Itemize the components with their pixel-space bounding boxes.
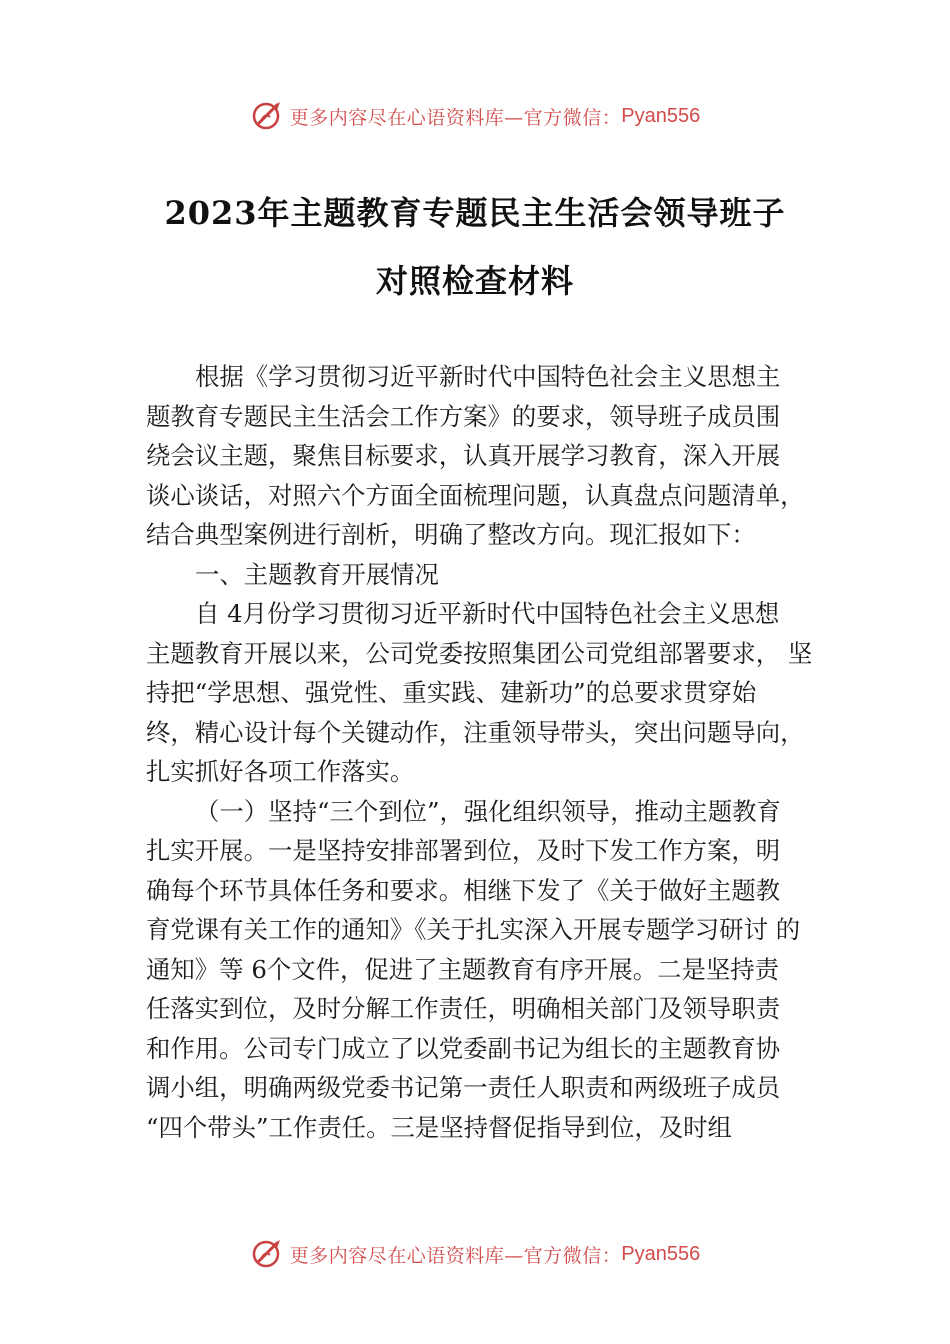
document-title-line-2: 对照检查材料	[375, 262, 574, 300]
document-title-line-1: 2023年主题教育专题民主生活会领导班子	[164, 194, 786, 232]
body-line: （一）坚持“三个到位”，强化组织领导，推动主题教育	[195, 796, 781, 826]
body-line: 主题教育开展以来，公司党委按照集团公司党组部署要求， 坚	[146, 638, 813, 668]
body-line: 一、主题教育开展情况	[195, 559, 439, 589]
document-body	[146, 357, 816, 1147]
body-line: 扎实开展。一是坚持安排部署到位，及时下发工作方案，明	[146, 836, 781, 865]
banner-wechat-id: Pyan556	[621, 1242, 701, 1265]
brush-logo-icon	[250, 1237, 284, 1271]
body-line: 和作用。公司专门成立了以党委副书记为组长的主题教育协	[146, 1033, 781, 1063]
body-line: 确每个环节具体任务和要求。相继下发了《关于做好主题教	[146, 875, 781, 905]
body-line: 结合典型案例进行剖析，明确了整改方向。现汇报如下：	[146, 520, 756, 549]
body-line: 任落实到位，及时分解工作责任，明确相关部门及领导职责	[146, 994, 781, 1023]
banner-text: 更多内容尽在心语资料库—官方微信：	[289, 1244, 622, 1267]
body-line: 扎实抓好各项工作落实。	[146, 757, 415, 786]
brush-logo-icon	[250, 99, 284, 133]
banner-wechat-id: Pyan556	[621, 104, 701, 127]
footer-watermark-banner	[0, 1234, 950, 1274]
body-line: “四个带头”工作责任。三是坚持督促指导到位，及时组	[146, 1112, 732, 1142]
body-line: 自 4月份学习贯彻习近平新时代中国特色社会主义思想	[195, 599, 780, 628]
body-line: 通知》等 6个文件，促进了主题教育有序开展。二是坚持责	[146, 954, 780, 984]
body-line: 谈心谈话，对照六个方面全面梳理问题，认真盘点问题清单，	[146, 480, 805, 510]
body-line: 持把“学思想、强党性、重实践、建新功”的总要求贯穿始	[146, 678, 757, 707]
body-line: 调小组，明确两级党委书记第一责任人职责和两级班子成员	[146, 1073, 781, 1102]
body-line: 绕会议主题，聚焦目标要求，认真开展学习教育，深入开展	[146, 441, 781, 470]
body-line: 育党课有关工作的通知》《关于扎实深入开展专题学习研讨 的	[146, 915, 801, 944]
header-watermark-banner	[0, 96, 950, 136]
body-line: 题教育专题民主生活会工作方案》的要求，领导班子成员围	[146, 401, 781, 431]
banner-text: 更多内容尽在心语资料库—官方微信：	[289, 106, 622, 129]
body-line: 终，精心设计每个关键动作，注重领导带头，突出问题导向，	[146, 717, 805, 747]
body-line: 根据《学习贯彻习近平新时代中国特色社会主义思想主	[195, 362, 781, 391]
